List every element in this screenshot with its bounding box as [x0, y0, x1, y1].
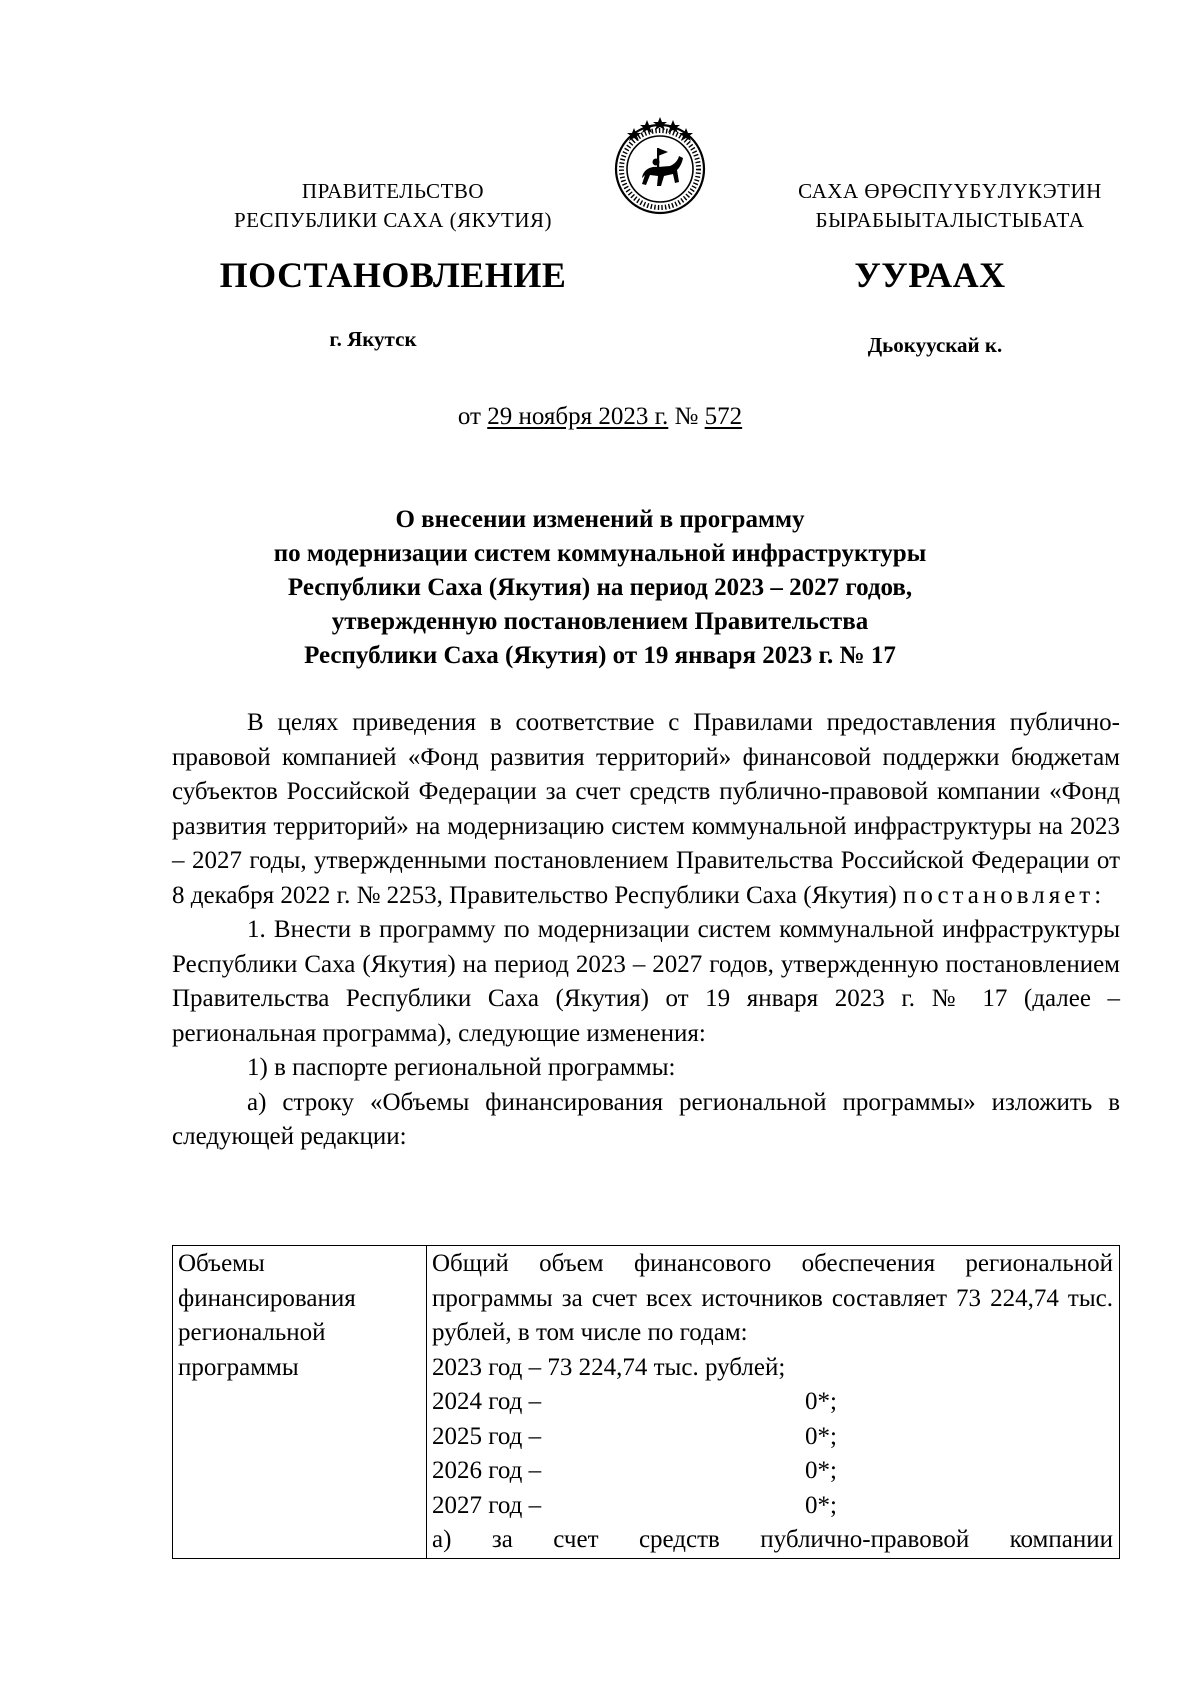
subitem-1-paragraph: 1) в паспорте региональной программы: [247, 1054, 676, 1081]
label-line: программы [178, 1353, 299, 1381]
year-value: 0*; [805, 1388, 837, 1415]
document-date: 29 ноября 2023 г. [487, 403, 669, 430]
organization-name-sah [740, 177, 1160, 235]
financing-year-row [432, 1385, 1113, 1420]
table-cell-label [173, 1246, 427, 1559]
preamble-text: В целях приведения в соответствие с Правилами предоставления публично-правовой компанией «Фонд развития территорий» финансовой поддержки бюджетам субъектов Российской Федерации за счет средств публично-правовой компании «Фонд развития территорий» на модернизацию систем коммунальной инфраструктуры на 2023 – 2027 годы, утвержденными постановлением Правительства Российской Федерации от 8 декабря 2022 г. № 2253, Правительство Республики Саха (Якутия) [172, 709, 1120, 909]
sakha-coat-of-arms-icon [612, 112, 708, 216]
document-body [172, 706, 1120, 1155]
financing-year-row [432, 1454, 1113, 1489]
organization-name-ru [183, 177, 603, 235]
table-cell-content [427, 1246, 1120, 1559]
organization-name-sah-line1: САХА ӨРӨСПҮҮБҮЛҮКЭТИН [798, 179, 1102, 203]
preamble-paragraph [172, 706, 1120, 913]
organization-name-sah-line2: БЫРАБЫЫТАЛЫСТЫБАТА [815, 208, 1085, 232]
year-label: 2024 год – [432, 1388, 542, 1415]
financing-year-row [432, 1420, 1113, 1455]
financing-year-row [432, 1489, 1113, 1524]
document-kind-sah: УУРААХ [854, 255, 1006, 295]
title-line: по модернизации систем коммунальной инфраструктуры [273, 540, 927, 567]
document-date-line [0, 403, 1200, 431]
document-title [150, 503, 1050, 673]
year-value: 0*; [805, 1422, 837, 1450]
title-line: Республики Саха (Якутия) от 19 января 2023 г. № 17 [304, 642, 896, 669]
year-value: 0*; [805, 1491, 837, 1519]
label-line: Объемы [178, 1250, 265, 1277]
title-line: Республики Саха (Якутия) на период 2023 – 2027 годов, [287, 574, 913, 601]
organization-name-ru-line2: РЕСПУБЛИКИ САХА (ЯКУТИЯ) [233, 208, 553, 232]
title-line: утвержденную постановлением Правительства [331, 608, 869, 635]
financing-intro: Общий объем финансового обеспечения региональной программы за счет всех источников составляет 73 224,74 тыс. рублей, в том числе по годам: [432, 1250, 1113, 1346]
title-line: О внесении изменений в программу [395, 506, 805, 533]
subitem-a-paragraph: а) строку «Объемы финансирования региональной программы» изложить в следующей редакции: [172, 1088, 1120, 1150]
label-line: финансирования [178, 1284, 356, 1312]
date-prefix: от [457, 403, 488, 430]
label-line: региональной [178, 1319, 326, 1346]
item-1-paragraph: 1. Внести в программу по модернизации систем коммунальной инфраструктуры Республики Саха (Якутия) на период 2023 – 2027 годов, утвержденную постановлением Правительства Республики Саха (Якутия) от 19 января 2023 г. № 17 (далее – региональная программа), следующие изменения: [172, 916, 1120, 1047]
resolves-word: постановляет: [902, 881, 1106, 909]
document-number: 572 [704, 403, 743, 430]
year-label: 2027 год – [432, 1491, 542, 1519]
number-sign: № [668, 403, 705, 430]
year-label: 2025 год – [432, 1422, 542, 1450]
city-ru: г. Якутск [329, 327, 417, 351]
year-label: 2026 год – [432, 1457, 542, 1484]
financing-2023: 2023 год – 73 224,74 тыс. рублей; [432, 1353, 786, 1381]
city-sah: Дьокуускай к. [867, 333, 1003, 357]
organization-name-ru-line1: ПРАВИТЕЛЬСТВО [301, 179, 485, 203]
year-value: 0*; [805, 1457, 837, 1484]
document-kind-ru: ПОСТАНОВЛЕНИЕ [219, 255, 567, 295]
financing-table [172, 1245, 1120, 1559]
table-row [173, 1246, 1120, 1559]
financing-source-line: а) за счет средств публично-правовой компании [432, 1526, 1113, 1553]
